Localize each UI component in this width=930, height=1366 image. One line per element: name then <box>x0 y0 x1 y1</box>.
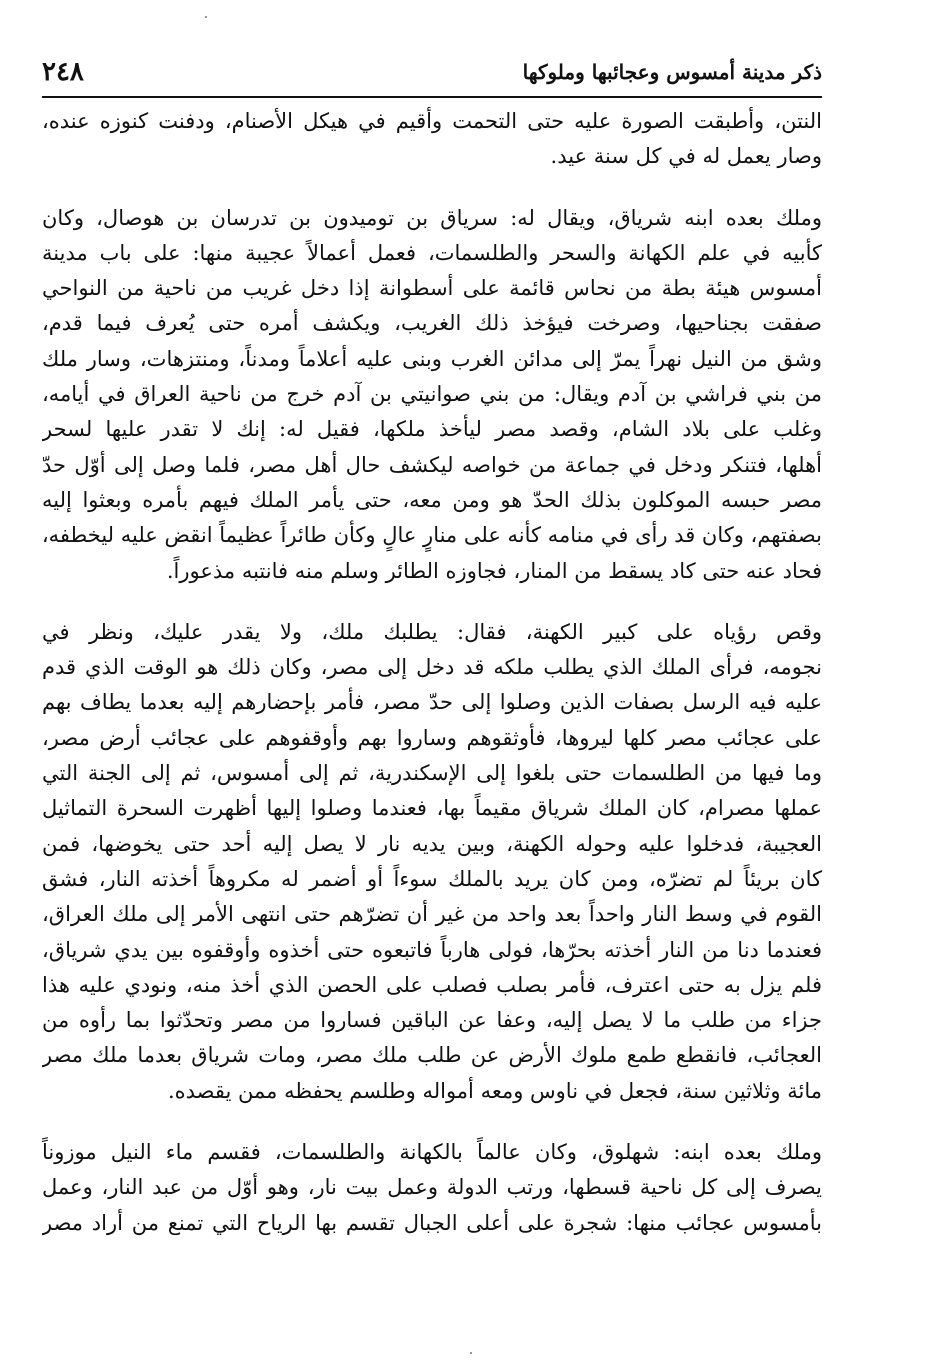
text-line: أمسوس هيئة بطة من نحاس قائمة على أسطوانة إذا دخل غريب من ناحية من النواحي <box>42 276 822 301</box>
text-line: عليه فيه الرسل بصفات الذين وصلوا إلى حدّ مصر، فأمر بإحضارهم إليه بعدما يطاف بهم <box>42 690 822 715</box>
text-line: أهلها، فتنكر ودخل في جماعة من خواصه ليكشف حال أهل مصر، فلما وصل إلى أوّل حدّ <box>42 452 822 477</box>
page-number: ٢٤٨ <box>42 57 84 87</box>
scan-speck <box>470 1352 472 1354</box>
text-line: فعندما دنا من النار أخذته بحرّها، فولى هارباً فاتبعوه حتى أخذوه وأوقفوه بين يدي شرياق، <box>42 937 822 962</box>
text-line: وصار يعمل له في كل سنة عيد. <box>550 144 822 169</box>
text-line: مائة وثلاثين سنة، فجعل في ناوس ومعه أمواله وطلسم يحفظه ممن يقصده. <box>167 1078 822 1103</box>
paragraph-4 <box>42 1135 822 1241</box>
text-line: فحاد عنه حتى كاد يسقط من المنار، فجاوزه الطائر وسلم منه فانتبه مذعوراً. <box>166 558 822 583</box>
text-line: صفقت بجناحيها، وصرخت فيؤخذ ذلك الغريب، ويكشف أمره حتى يُعرف فيما قدم، <box>42 311 822 336</box>
header-rule <box>42 96 822 98</box>
text-line: فلم يزل به حتى اعترف، فأمر بصلب فصلب على الحصن الذي أخذ منه، ونودي عليه هذا <box>42 972 822 997</box>
paragraph-1 <box>42 104 822 175</box>
scan-speck <box>205 16 207 18</box>
text-line: يصرف إلى كل ناحية قسطها، ورتب الدولة وعمل بيت نار، وهو أوّل من عبد النار، وعمل <box>42 1175 822 1200</box>
paragraph-3 <box>42 615 822 1109</box>
running-title: ذكر مدينة أمسوس وعجائبها وملوكها <box>522 60 822 84</box>
text-line: العجيبة، فدخلوا عليه وحوله الكهنة، وبين يديه نار لا يصل إليه أحد حتى يخوضها، فمن <box>42 831 822 856</box>
text-line: كان بريئاً لم تضرّه، ومن كان يريد بالملك سوءاً أو أضمر له مكروهاً أخذته النار، فشق <box>42 866 822 891</box>
text-line: القوم في وسط النار واحداً بعد واحد من غير أن تضرّهم حتى انتهى الأمر إلى ملك العراق، <box>42 902 822 927</box>
text-line: وملك بعده ابنه شرياق، ويقال له: سرياق بن توميدون بن تدرسان بن هوصال، وكان <box>42 205 822 230</box>
paragraph-gap <box>42 175 822 201</box>
text-line: العجائب، فانقطع طمع ملوك الأرض عن طلب ملك مصر، ومات شرياق بعدما ملك مصر <box>42 1043 822 1068</box>
text-line: كأبيه في علم الكهانة والسحر والطلسمات، فعمل أعمالاً عجيبة منها: على باب مدينة <box>42 240 822 265</box>
text-line: من بني فراشي بن آدم ويقال: من بني صوانيتي بن آدم خرج من ناحية العراق في أيامه، <box>42 382 822 407</box>
text-line: بأمسوس عجائب منها: شجرة على أعلى الجبال تقسم بها الرياح التي تمنع من أراد مصر <box>42 1210 822 1235</box>
page-header <box>42 52 822 92</box>
text-line: وغلب على بلاد الشام، وقصد مصر ليأخذ ملكها، فقيل له: إنك لا تقدر عليها لسحر <box>42 417 822 442</box>
text-line: بصفتهم، وكان قد رأى في منامه كأنه على منارٍ عالٍ وكأن طائراً عظيماً انقض عليه ليخطفه، <box>42 523 822 548</box>
text-line: جزاء من طلب ما لا يصل إليه، وعفا عن الباقين فساروا من مصر وتحدّثوا بما رأوه من <box>42 1008 822 1033</box>
paragraph-gap <box>42 1109 822 1135</box>
text-line: على عجائب مصر كلها ليروها، فأوثقوهم وساروا بهم وأوقفوهم على عجائب أرض مصر، <box>42 725 822 750</box>
body-text <box>42 104 822 1241</box>
paragraph-gap <box>42 589 822 615</box>
text-line: وقص رؤياه على كبير الكهنة، فقال: يطلبك ملك، ولا يقدر عليك، ونظر في <box>42 619 822 644</box>
text-line: مصر حبسه الموكلون بذلك الحدّ هو ومن معه، حتى يأمر الملك فيهم بأمره وبعثوا إليه <box>42 487 822 512</box>
text-line: وملك بعده ابنه: شهلوق، وكان عالماً بالكهانة والطلسمات، فقسم ماء النيل موزوناً <box>42 1140 822 1165</box>
paragraph-2 <box>42 201 822 589</box>
text-line: وشق من النيل نهراً يمرّ إلى مدائن الغرب وبنى عليه أعلاماً ومدناً، ومنتزهات، وسار ملك <box>42 346 822 371</box>
text-line: النتن، وأطبقت الصورة عليه حتى التحمت وأقيم في هيكل الأصنام، ودفنت كنوزه عنده، <box>42 109 822 133</box>
text-line: نجومه، فرأى الملك الذي يطلب ملكه قد دخل إلى مصر، وكان ذلك هو الوقت الذي قدم <box>42 655 822 680</box>
text-line: عملها مصرام، كان الملك شرياق مقيماً بها، فعندما وصلوا إليها أظهرت السحرة التماثيل <box>42 796 822 821</box>
text-line: وما فيها من الطلسمات حتى بلغوا إلى الإسكندرية، ثم إلى أمسوس، ثم إلى الجنة التي <box>42 761 822 786</box>
